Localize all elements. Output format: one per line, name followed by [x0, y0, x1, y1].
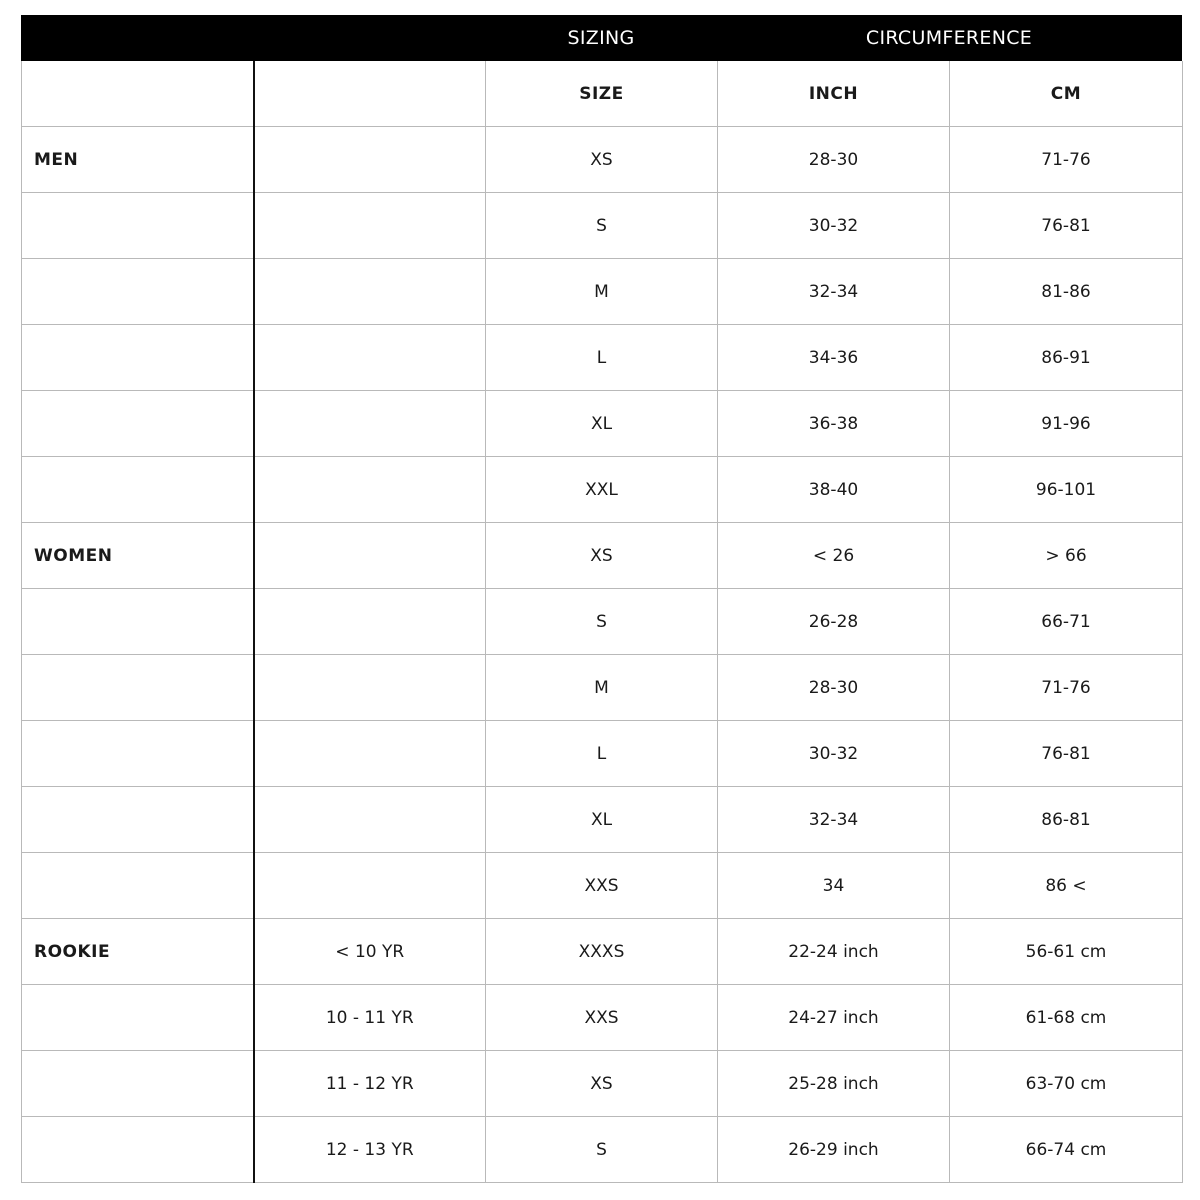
size-cell: XL [486, 787, 718, 853]
age-cell [254, 721, 486, 787]
age-cell [254, 853, 486, 919]
cm-cell: 76-81 [950, 721, 1183, 787]
size-cell: S [486, 1117, 718, 1183]
table-row [22, 853, 1183, 919]
cm-cell: 76-81 [950, 193, 1183, 259]
category-cell [22, 985, 254, 1051]
table-row [22, 985, 1183, 1051]
cm-cell: 81-86 [950, 259, 1183, 325]
inch-cell: 24-27 inch [718, 985, 950, 1051]
category-cell [22, 721, 254, 787]
age-cell [254, 787, 486, 853]
inch-cell: 34-36 [718, 325, 950, 391]
category-cell [22, 1051, 254, 1117]
age-cell: 12 - 13 YR [254, 1117, 486, 1183]
inch-cell: 34 [718, 853, 950, 919]
size-cell: M [486, 655, 718, 721]
size-cell: XXL [486, 457, 718, 523]
table-row [22, 589, 1183, 655]
inch-cell: 32-34 [718, 787, 950, 853]
age-cell [254, 259, 486, 325]
category-cell [22, 589, 254, 655]
size-cell: S [486, 193, 718, 259]
age-cell [254, 457, 486, 523]
cm-cell: 71-76 [950, 127, 1183, 193]
size-cell: S [486, 589, 718, 655]
category-cell [22, 1117, 254, 1183]
size-cell: L [486, 721, 718, 787]
inch-cell: 32-34 [718, 259, 950, 325]
table-row [22, 721, 1183, 787]
inch-cell: 30-32 [718, 721, 950, 787]
age-cell: 11 - 12 YR [254, 1051, 486, 1117]
size-cell: XXXS [486, 919, 718, 985]
age-cell [254, 325, 486, 391]
inch-cell: 26-29 inch [718, 1117, 950, 1183]
cm-cell: 96-101 [950, 457, 1183, 523]
cm-cell: 63-70 cm [950, 1051, 1183, 1117]
table-row [22, 127, 1183, 193]
cm-cell: 61-68 cm [950, 985, 1183, 1051]
category-cell [22, 457, 254, 523]
cm-cell: > 66 [950, 523, 1183, 589]
size-cell: XS [486, 523, 718, 589]
table-row [22, 787, 1183, 853]
table-body [22, 127, 1183, 1183]
inch-cell: 38-40 [718, 457, 950, 523]
age-cell [254, 391, 486, 457]
category-cell [22, 391, 254, 457]
inch-cell: 26-28 [718, 589, 950, 655]
sizing-heading: SIZING [567, 27, 635, 49]
table-row [22, 1051, 1183, 1117]
column-header-inch: INCH [718, 61, 950, 127]
age-cell [254, 193, 486, 259]
category-cell [22, 655, 254, 721]
table-row [22, 919, 1183, 985]
category-cell [22, 259, 254, 325]
cm-cell: 86-81 [950, 787, 1183, 853]
column-header-cm: CM [950, 61, 1183, 127]
category-cell [22, 787, 254, 853]
category-cell [22, 325, 254, 391]
cm-cell: 56-61 cm [950, 919, 1183, 985]
inch-cell: < 26 [718, 523, 950, 589]
age-cell: 10 - 11 YR [254, 985, 486, 1051]
inch-cell: 30-32 [718, 193, 950, 259]
size-cell: XS [486, 127, 718, 193]
category-cell: WOMEN [22, 523, 254, 589]
table-row [22, 523, 1183, 589]
cm-cell: 86 < [950, 853, 1183, 919]
inch-cell: 22-24 inch [718, 919, 950, 985]
table-row [22, 457, 1183, 523]
size-chart [21, 15, 1182, 1183]
column-header-age [254, 61, 486, 127]
size-cell: XL [486, 391, 718, 457]
column-header-category [22, 61, 254, 127]
cm-cell: 66-71 [950, 589, 1183, 655]
category-cell [22, 193, 254, 259]
age-cell [254, 655, 486, 721]
size-cell: XXS [486, 985, 718, 1051]
age-cell [254, 523, 486, 589]
cm-cell: 71-76 [950, 655, 1183, 721]
size-cell: XS [486, 1051, 718, 1117]
size-table [21, 61, 1183, 1183]
table-row [22, 193, 1183, 259]
category-cell: MEN [22, 127, 254, 193]
age-cell [254, 127, 486, 193]
circumference-heading: CIRCUMFERENCE [865, 27, 1033, 49]
size-cell: M [486, 259, 718, 325]
inch-cell: 28-30 [718, 655, 950, 721]
category-cell: ROOKIE [22, 919, 254, 985]
cm-cell: 91-96 [950, 391, 1183, 457]
header-bar [21, 15, 1182, 61]
column-header-size: SIZE [486, 61, 718, 127]
cm-cell: 66-74 cm [950, 1117, 1183, 1183]
table-row [22, 655, 1183, 721]
category-cell [22, 853, 254, 919]
inch-cell: 36-38 [718, 391, 950, 457]
age-cell [254, 589, 486, 655]
table-row [22, 391, 1183, 457]
age-cell: < 10 YR [254, 919, 486, 985]
size-cell: L [486, 325, 718, 391]
table-row [22, 325, 1183, 391]
column-header-row [22, 61, 1183, 127]
inch-cell: 25-28 inch [718, 1051, 950, 1117]
cm-cell: 86-91 [950, 325, 1183, 391]
inch-cell: 28-30 [718, 127, 950, 193]
table-row [22, 1117, 1183, 1183]
table-row [22, 259, 1183, 325]
size-cell: XXS [486, 853, 718, 919]
